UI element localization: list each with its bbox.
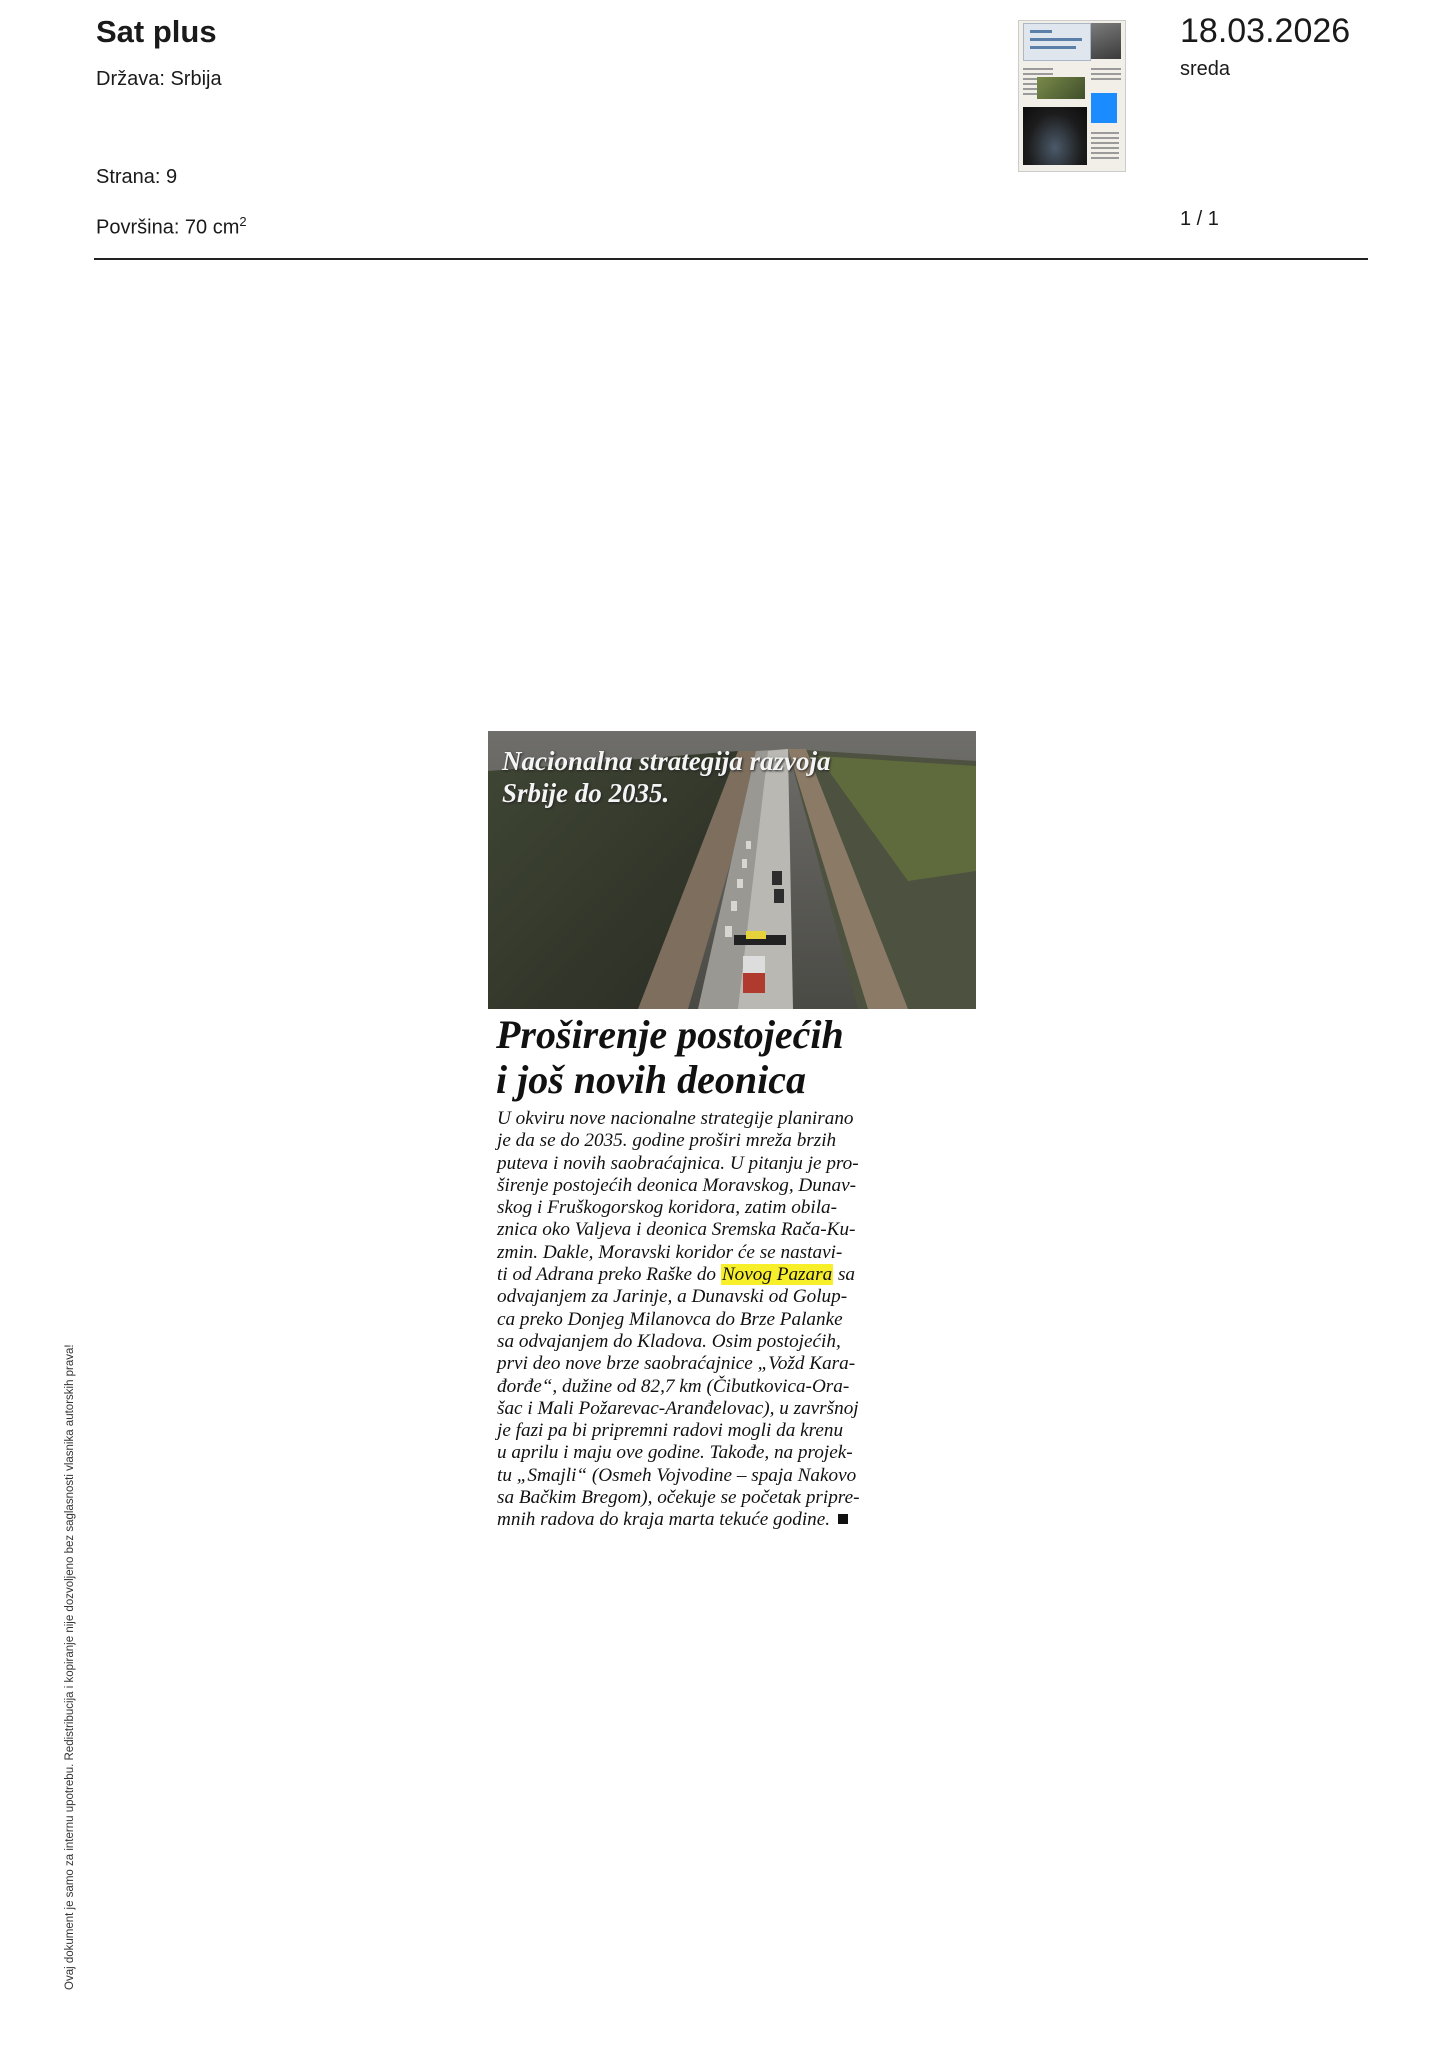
publication-date: 18.03.2026	[1180, 12, 1351, 50]
article-photo	[488, 731, 976, 1009]
page-thumbnail[interactable]	[1018, 20, 1126, 172]
body-line: tu „Smajli“ (Osmeh Vojvodine – spaja Nakovo	[497, 1464, 857, 1486]
body-line: ca preko Donjeg Milanovca do Brze Palanke	[497, 1308, 843, 1330]
body-line: znica oko Valjeva i deonica Sremska Rača-Ku-	[497, 1219, 856, 1241]
body-line: širenje postojećih deonica Moravskog, Dunav-	[497, 1174, 856, 1196]
body-line: odvajanjem za Jarinje, a Dunavski od Golup-	[497, 1286, 848, 1308]
body-fragment: mnih radova do kraja marta tekuće godine.	[497, 1509, 831, 1531]
country-label: Država: Srbija	[96, 68, 222, 90]
body-line: u aprilu i maju ove godine. Takođe, na projek-	[497, 1442, 853, 1464]
body-line: je da se do 2035. godine proširi mreža brzih	[497, 1130, 837, 1152]
body-line: šac i Mali Požarevac-Aranđelovac), u završnoj	[497, 1397, 859, 1419]
photo-caption: Nacionalna strategija razvoja Srbije do 2035.	[502, 746, 831, 808]
thumbnail-blue-box	[1091, 93, 1117, 123]
thumbnail-photo-road	[1037, 77, 1085, 99]
headline-line-1: Proširenje postojećih	[496, 1012, 844, 1057]
page-counter: 1 / 1	[1180, 208, 1219, 230]
headline-line-2: i još novih deonica	[496, 1057, 807, 1102]
body-line-last	[497, 1509, 907, 1531]
thumbnail-headline-block	[1023, 23, 1091, 61]
article-body	[497, 1108, 907, 1532]
highlighted-term: Novog Pazara	[721, 1264, 833, 1286]
header-divider	[94, 258, 1368, 260]
end-of-article-mark	[838, 1514, 848, 1524]
body-line: zmin. Dakle, Moravski koridor će se nastavi-	[497, 1241, 843, 1263]
body-line: puteva i novih saobraćajnica. U pitanju je pro-	[497, 1152, 859, 1174]
copyright-disclaimer: Ovaj dokument je samo za internu upotrebu. Redistribucija i kopiranje nije dozvoljeno bez saglasnosti vlasnika autorskih prava!	[64, 1344, 76, 1990]
body-line: U okviru nove nacionalne strategije planirano	[497, 1108, 854, 1129]
publication-name: Sat plus	[96, 14, 217, 49]
body-line: sa Bačkim Bregom), očekuje se početak pripre-	[497, 1487, 860, 1509]
body-line: đorđe“, dužine od 82,7 km (Čibutkovica-Ora-	[497, 1375, 850, 1397]
body-line-highlighted	[497, 1264, 907, 1286]
body-line: prvi deo nove brze saobraćajnice „Vožd Kara-	[497, 1353, 856, 1375]
article-headline	[496, 1012, 936, 1102]
body-line: je fazi pa bi pripremni radovi mogli da krenu	[497, 1420, 844, 1442]
body-line: skog i Fruškogorskog koridora, zatim obila-	[497, 1197, 838, 1219]
body-line: sa odvajanjem do Kladova. Osim postojećih,	[497, 1330, 841, 1352]
area-value: Površina: 70 cm	[96, 216, 240, 239]
page-number: Strana: 9	[96, 166, 178, 188]
thumbnail-photo-top	[1091, 23, 1121, 59]
body-fragment: ti od Adrana preko Raške do	[497, 1264, 717, 1286]
body-fragment: sa	[837, 1264, 856, 1286]
weekday: sreda	[1180, 58, 1231, 80]
thumbnail-photo-car	[1023, 107, 1087, 165]
area-label	[96, 214, 247, 240]
area-exponent: 2	[239, 214, 247, 229]
